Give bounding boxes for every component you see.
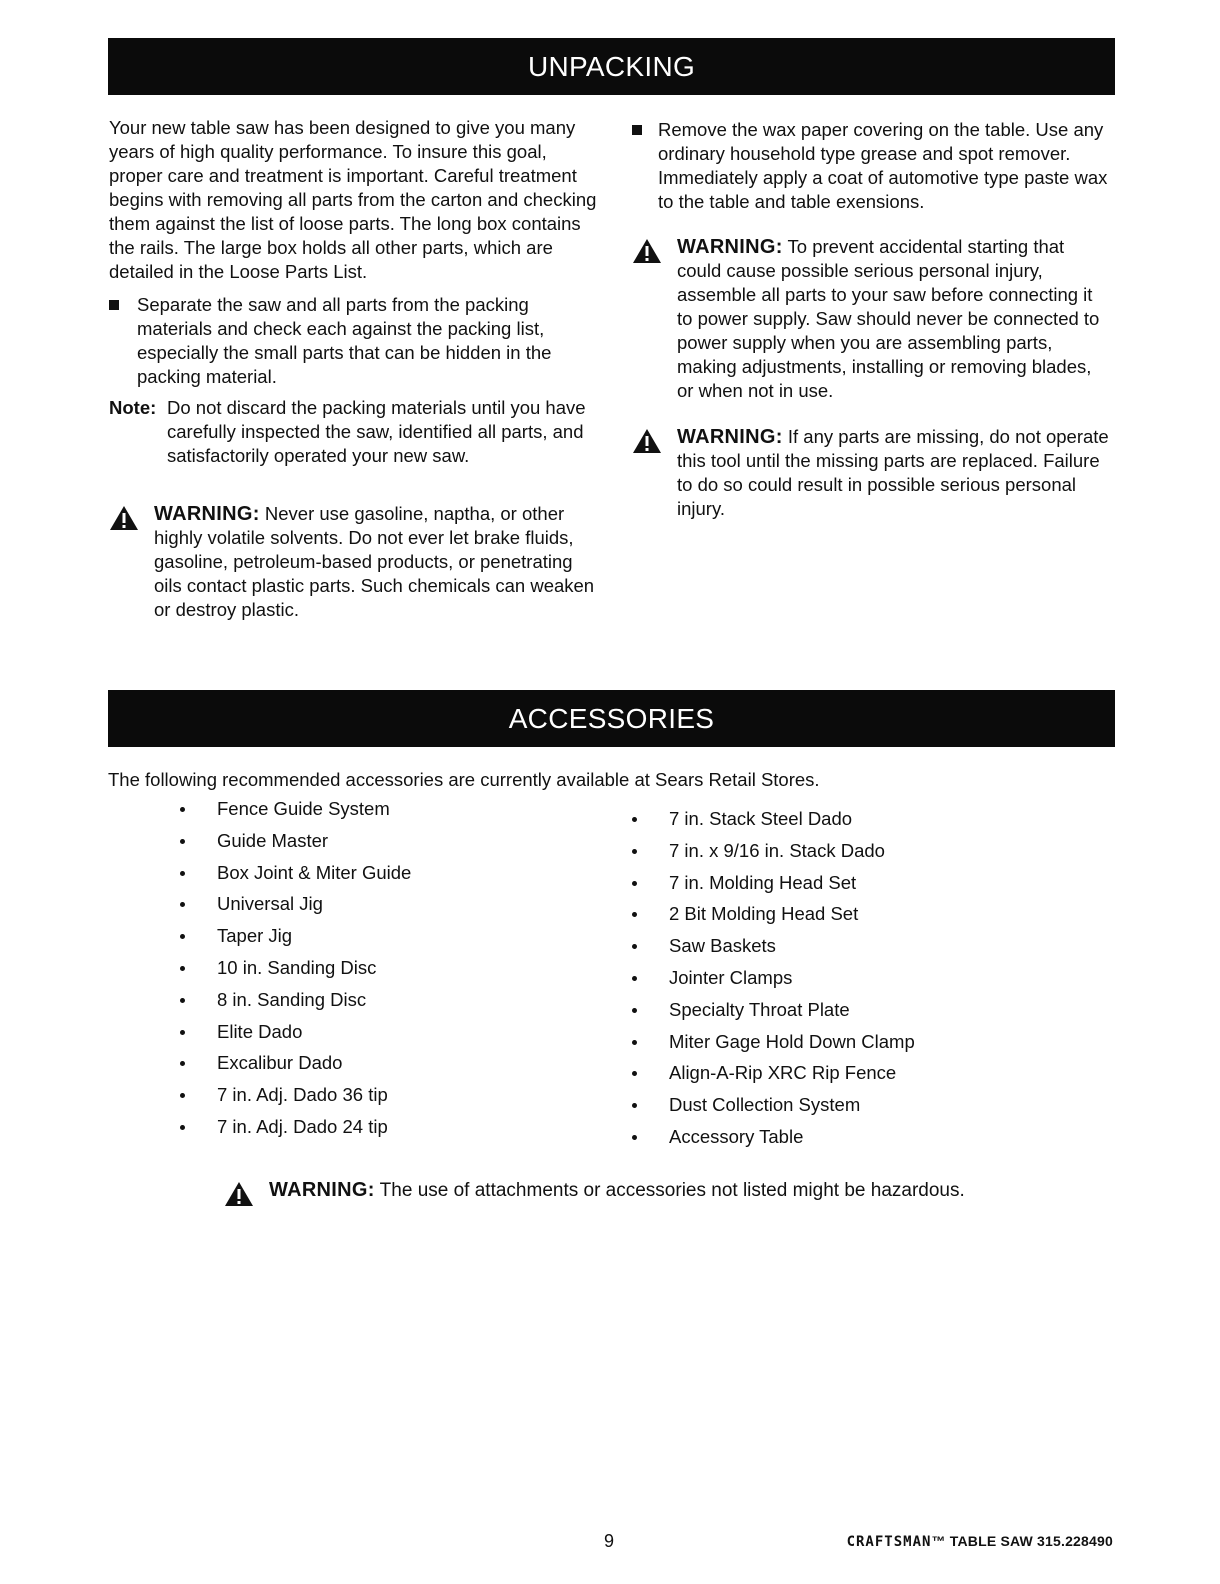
bullet-dot-icon [180, 902, 185, 907]
trademark-mark: ™ [931, 1533, 946, 1549]
accessory-label: 7 in. Adj. Dado 24 tip [217, 1115, 388, 1137]
bullet-dot-icon [180, 998, 185, 1003]
accessory-item [180, 1020, 600, 1052]
accessory-item [180, 1051, 600, 1083]
warning-triangle-icon [632, 428, 662, 454]
brand-logo: CRAFTSMAN [846, 1534, 932, 1550]
bullet-dot-icon [180, 966, 185, 971]
accessory-label: 2 Bit Molding Head Set [669, 903, 859, 925]
bullet-dot-icon [632, 976, 637, 981]
accessory-item [180, 892, 600, 924]
unpacking-left-column [109, 116, 599, 622]
accessory-label: Specialty Throat Plate [669, 998, 850, 1020]
accessory-item [632, 1030, 1092, 1062]
accessory-item [180, 1115, 600, 1147]
unpacking-right-column [632, 118, 1112, 521]
unpacking-bullet-separate: Separate the saw and all parts from the packing materials and check each against the packing list, especially the small parts that can be hidden in the packing material. [109, 293, 599, 389]
accessory-label: 8 in. Sanding Disc [217, 988, 367, 1010]
warning-triangle-icon [224, 1181, 254, 1207]
warning-text: Never use gasoline, naptha, or other highly volatile solvents. Do not ever let brake fluids, gasoline, petroleum-based products, or penetrating oils contact plastic parts. Such chemicals can weaken or destroy plastic. [154, 503, 595, 620]
bullet-dot-icon [180, 1125, 185, 1130]
bullet-dot-icon [180, 839, 185, 844]
warning-triangle-icon [632, 238, 662, 264]
unpacking-heading: UNPACKING [108, 38, 1115, 95]
warning-text: To prevent accidental starting that could cause possible serious personal injury, assemble all parts to your saw before connecting it to power supply. Saw should never be connected to power supply when you are assembling parts, making adjustments, installing or removing blades, or when not in use. [677, 236, 1100, 401]
note-label: Note: [109, 397, 157, 418]
accessory-label: 7 in. x 9/16 in. Stack Dado [669, 839, 885, 861]
bullet-dot-icon [632, 817, 637, 822]
accessory-label: Align-A-Rip XRC Rip Fence [669, 1062, 897, 1084]
accessory-label: Saw Baskets [669, 935, 776, 957]
accessory-item [632, 902, 1092, 934]
accessory-item [632, 1061, 1092, 1093]
warning-solvents [109, 502, 599, 622]
accessory-item [632, 839, 1092, 871]
accessory-label: 7 in. Adj. Dado 36 tip [217, 1084, 388, 1106]
accessory-label: Fence Guide System [217, 798, 390, 819]
accessory-label: Elite Dado [217, 1020, 303, 1042]
unpacking-bullet-wax: Remove the wax paper covering on the table. Use any ordinary household type grease and spot remover. Immediately apply a coat of automotive type paste wax to the table and table exensions. [632, 118, 1112, 214]
accessory-item [632, 807, 1092, 839]
bullet-dot-icon [632, 1071, 637, 1076]
accessory-label: Excalibur Dado [217, 1052, 343, 1074]
accessory-label: Accessory Table [669, 1125, 804, 1147]
accessory-item [632, 1093, 1092, 1125]
bullet-dot-icon [632, 912, 637, 917]
square-bullet-icon [109, 300, 119, 310]
accessory-item [180, 829, 600, 861]
warning-label: WARNING: [677, 426, 783, 448]
bullet-dot-icon [180, 807, 185, 812]
warning-accessories [224, 1178, 1149, 1203]
accessory-label: 7 in. Stack Steel Dado [669, 808, 853, 829]
accessory-item [180, 988, 600, 1020]
accessory-label: Dust Collection System [669, 1094, 861, 1116]
warning-triangle-icon [109, 505, 139, 531]
bullet-dot-icon [632, 1008, 637, 1013]
accessories-heading: ACCESSORIES [108, 690, 1115, 747]
bullet-dot-icon [180, 1061, 185, 1066]
accessory-label: Miter Gage Hold Down Clamp [669, 1030, 915, 1052]
bullet-dot-icon [180, 871, 185, 876]
bullet-dot-icon [632, 881, 637, 886]
page-number: 9 [604, 1531, 615, 1551]
bullet-dot-icon [632, 944, 637, 949]
bullet-dot-icon [180, 1093, 185, 1098]
warning-missing-parts [632, 425, 1112, 521]
accessory-item [180, 956, 600, 988]
bullet-dot-icon [632, 1135, 637, 1140]
unpacking-note [109, 396, 599, 468]
accessory-item [180, 924, 600, 956]
bullet-dot-icon [632, 849, 637, 854]
accessory-label: Jointer Clamps [669, 966, 793, 988]
accessory-label: Universal Jig [217, 893, 323, 915]
unpacking-intro: Your new table saw has been designed to give you many years of high quality performance. To insure this goal, proper care and treatment is important. Careful treatment begins with removing all parts from the carton and checking them against the list of loose parts. The long box contains the rails. The large box holds all other parts, which are detailed in the Loose Parts List. [109, 117, 597, 282]
accessories-intro: The following recommended accessories are currently available at Sears Retail Stores. [108, 769, 820, 790]
accessory-label: Taper Jig [217, 925, 293, 947]
accessory-item [632, 1125, 1092, 1157]
bullet-dot-icon [180, 1030, 185, 1035]
accessory-item [632, 934, 1092, 966]
warning-power-supply [632, 235, 1112, 403]
accessory-label: Guide Master [217, 829, 329, 851]
accessory-item [632, 998, 1092, 1030]
accessory-label: 10 in. Sanding Disc [217, 956, 377, 978]
product-name: TABLE SAW 315.228490 [949, 1533, 1113, 1549]
warning-text: The use of attachments or accessories not listed might be hazardous. [379, 1180, 965, 1201]
accessory-item [180, 861, 600, 893]
note-text: Do not discard the packing materials until you have carefully inspected the saw, identified all parts, and satisfactorily operated your new saw. [167, 397, 586, 466]
warning-label: WARNING: [269, 1179, 375, 1201]
accessory-label: Box Joint & Miter Guide [217, 861, 412, 883]
warning-text: If any parts are missing, do not operate this tool until the missing parts are replaced. Failure to do so could result in possible serious personal injury. [677, 426, 1109, 519]
bullet-dot-icon [632, 1103, 637, 1108]
accessory-item [632, 966, 1092, 998]
accessory-label: 7 in. Molding Head Set [669, 871, 857, 893]
warning-label: WARNING: [677, 236, 783, 258]
bullet-dot-icon [180, 934, 185, 939]
accessory-item [180, 797, 600, 829]
accessory-item [180, 1083, 600, 1115]
footer-product-line [847, 1533, 1113, 1550]
bullet-dot-icon [632, 1040, 637, 1045]
warning-label: WARNING: [154, 503, 260, 525]
accessories-list-left [180, 797, 600, 1147]
accessories-list-right [632, 807, 1092, 1157]
square-bullet-icon [632, 125, 642, 135]
accessory-item [632, 871, 1092, 903]
